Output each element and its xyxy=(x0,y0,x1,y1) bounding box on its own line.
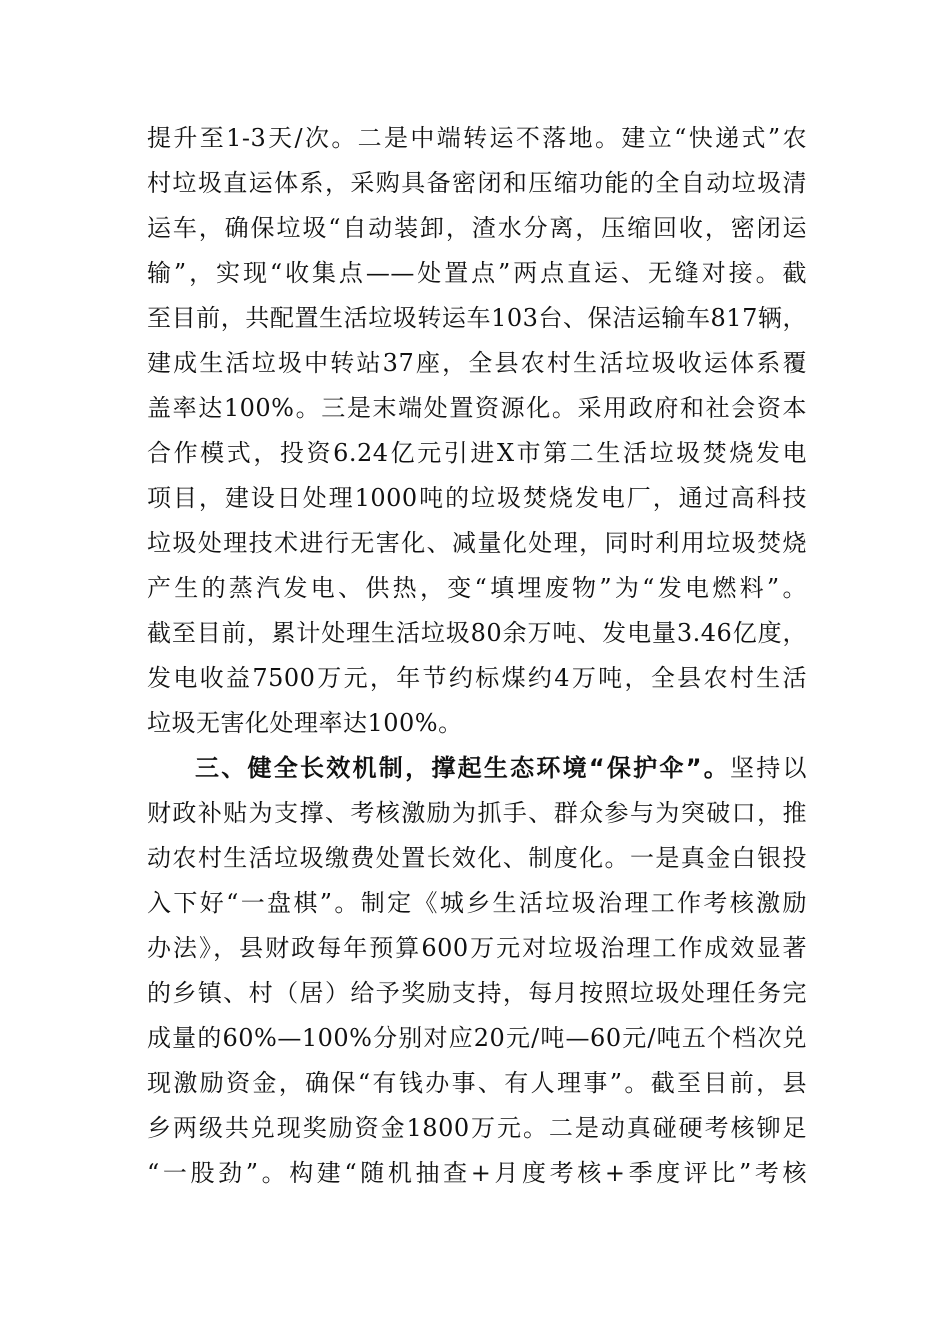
paragraph-line: 成量的60%—100%分别对应20元/吨—60元/吨五个档次兑 xyxy=(147,1024,807,1052)
paragraph-line: 至目前，共配置生活垃圾转运车103台、保洁运输车817辆， xyxy=(147,304,807,332)
paragraph-line: 村垃圾直运体系，采购具备密闭和压缩功能的全自动垃圾清 xyxy=(147,169,807,197)
paragraph-line: 现激励资金，确保“有钱办事、有人理事”。截至目前，县 xyxy=(147,1069,807,1097)
paragraph-line: 输”，实现“收集点——处置点”两点直运、无缝对接。截 xyxy=(147,259,807,287)
section-heading: 三、健全长效机制，撑起生态环境“保护伞”。 xyxy=(195,754,730,782)
paragraph-line: 提升至1-3天/次。二是中端转运不落地。建立“快递式”农 xyxy=(147,124,807,152)
section-first-line-text: 坚持以 xyxy=(729,754,808,782)
paragraph-line: 入下好“一盘棋”。制定《城乡生活垃圾治理工作考核激励 xyxy=(147,889,807,917)
paragraph-line: 的乡镇、村（居）给予奖励支持，每月按照垃圾处理任务完 xyxy=(147,979,807,1007)
paragraph-line: 盖率达100%。三是末端处置资源化。采用政府和社会资本 xyxy=(147,394,807,422)
paragraph-line: 建成生活垃圾中转站37座，全县农村生活垃圾收运体系覆 xyxy=(147,349,807,377)
paragraph-line: 发电收益7500万元，年节约标煤约4万吨，全县农村生活 xyxy=(147,664,807,692)
section-first-line xyxy=(195,748,807,788)
paragraph-line: 运车，确保垃圾“自动装卸，渣水分离，压缩回收，密闭运 xyxy=(147,214,807,242)
paragraph-line: 乡两级共兑现奖励资金1800万元。二是动真碰硬考核铆足 xyxy=(147,1114,807,1142)
paragraph-line: 财政补贴为支撑、考核激励为抓手、群众参与为突破口，推 xyxy=(147,799,807,827)
paragraph-line: 垃圾无害化处理率达100%。 xyxy=(147,709,463,737)
paragraph-line: 合作模式，投资6.24亿元引进X市第二生活垃圾焚烧发电 xyxy=(147,439,807,467)
paragraph-line: “一股劲”。构建“随机抽查+月度考核+季度评比”考核 xyxy=(147,1159,807,1187)
paragraph-line: 动农村生活垃圾缴费处置长效化、制度化。一是真金白银投 xyxy=(147,844,807,872)
paragraph-line: 截至目前，累计处理生活垃圾80余万吨、发电量3.46亿度， xyxy=(147,619,807,647)
paragraph-line: 办法》，县财政每年预算600万元对垃圾治理工作成效显著 xyxy=(147,934,807,962)
paragraph-line: 产生的蒸汽发电、供热，变“填埋废物”为“发电燃料”。 xyxy=(147,574,807,602)
paragraph-line: 垃圾处理技术进行无害化、减量化处理，同时利用垃圾焚烧 xyxy=(147,529,807,557)
paragraph-line: 项目，建设日处理1000吨的垃圾焚烧发电厂，通过高科技 xyxy=(147,484,807,512)
